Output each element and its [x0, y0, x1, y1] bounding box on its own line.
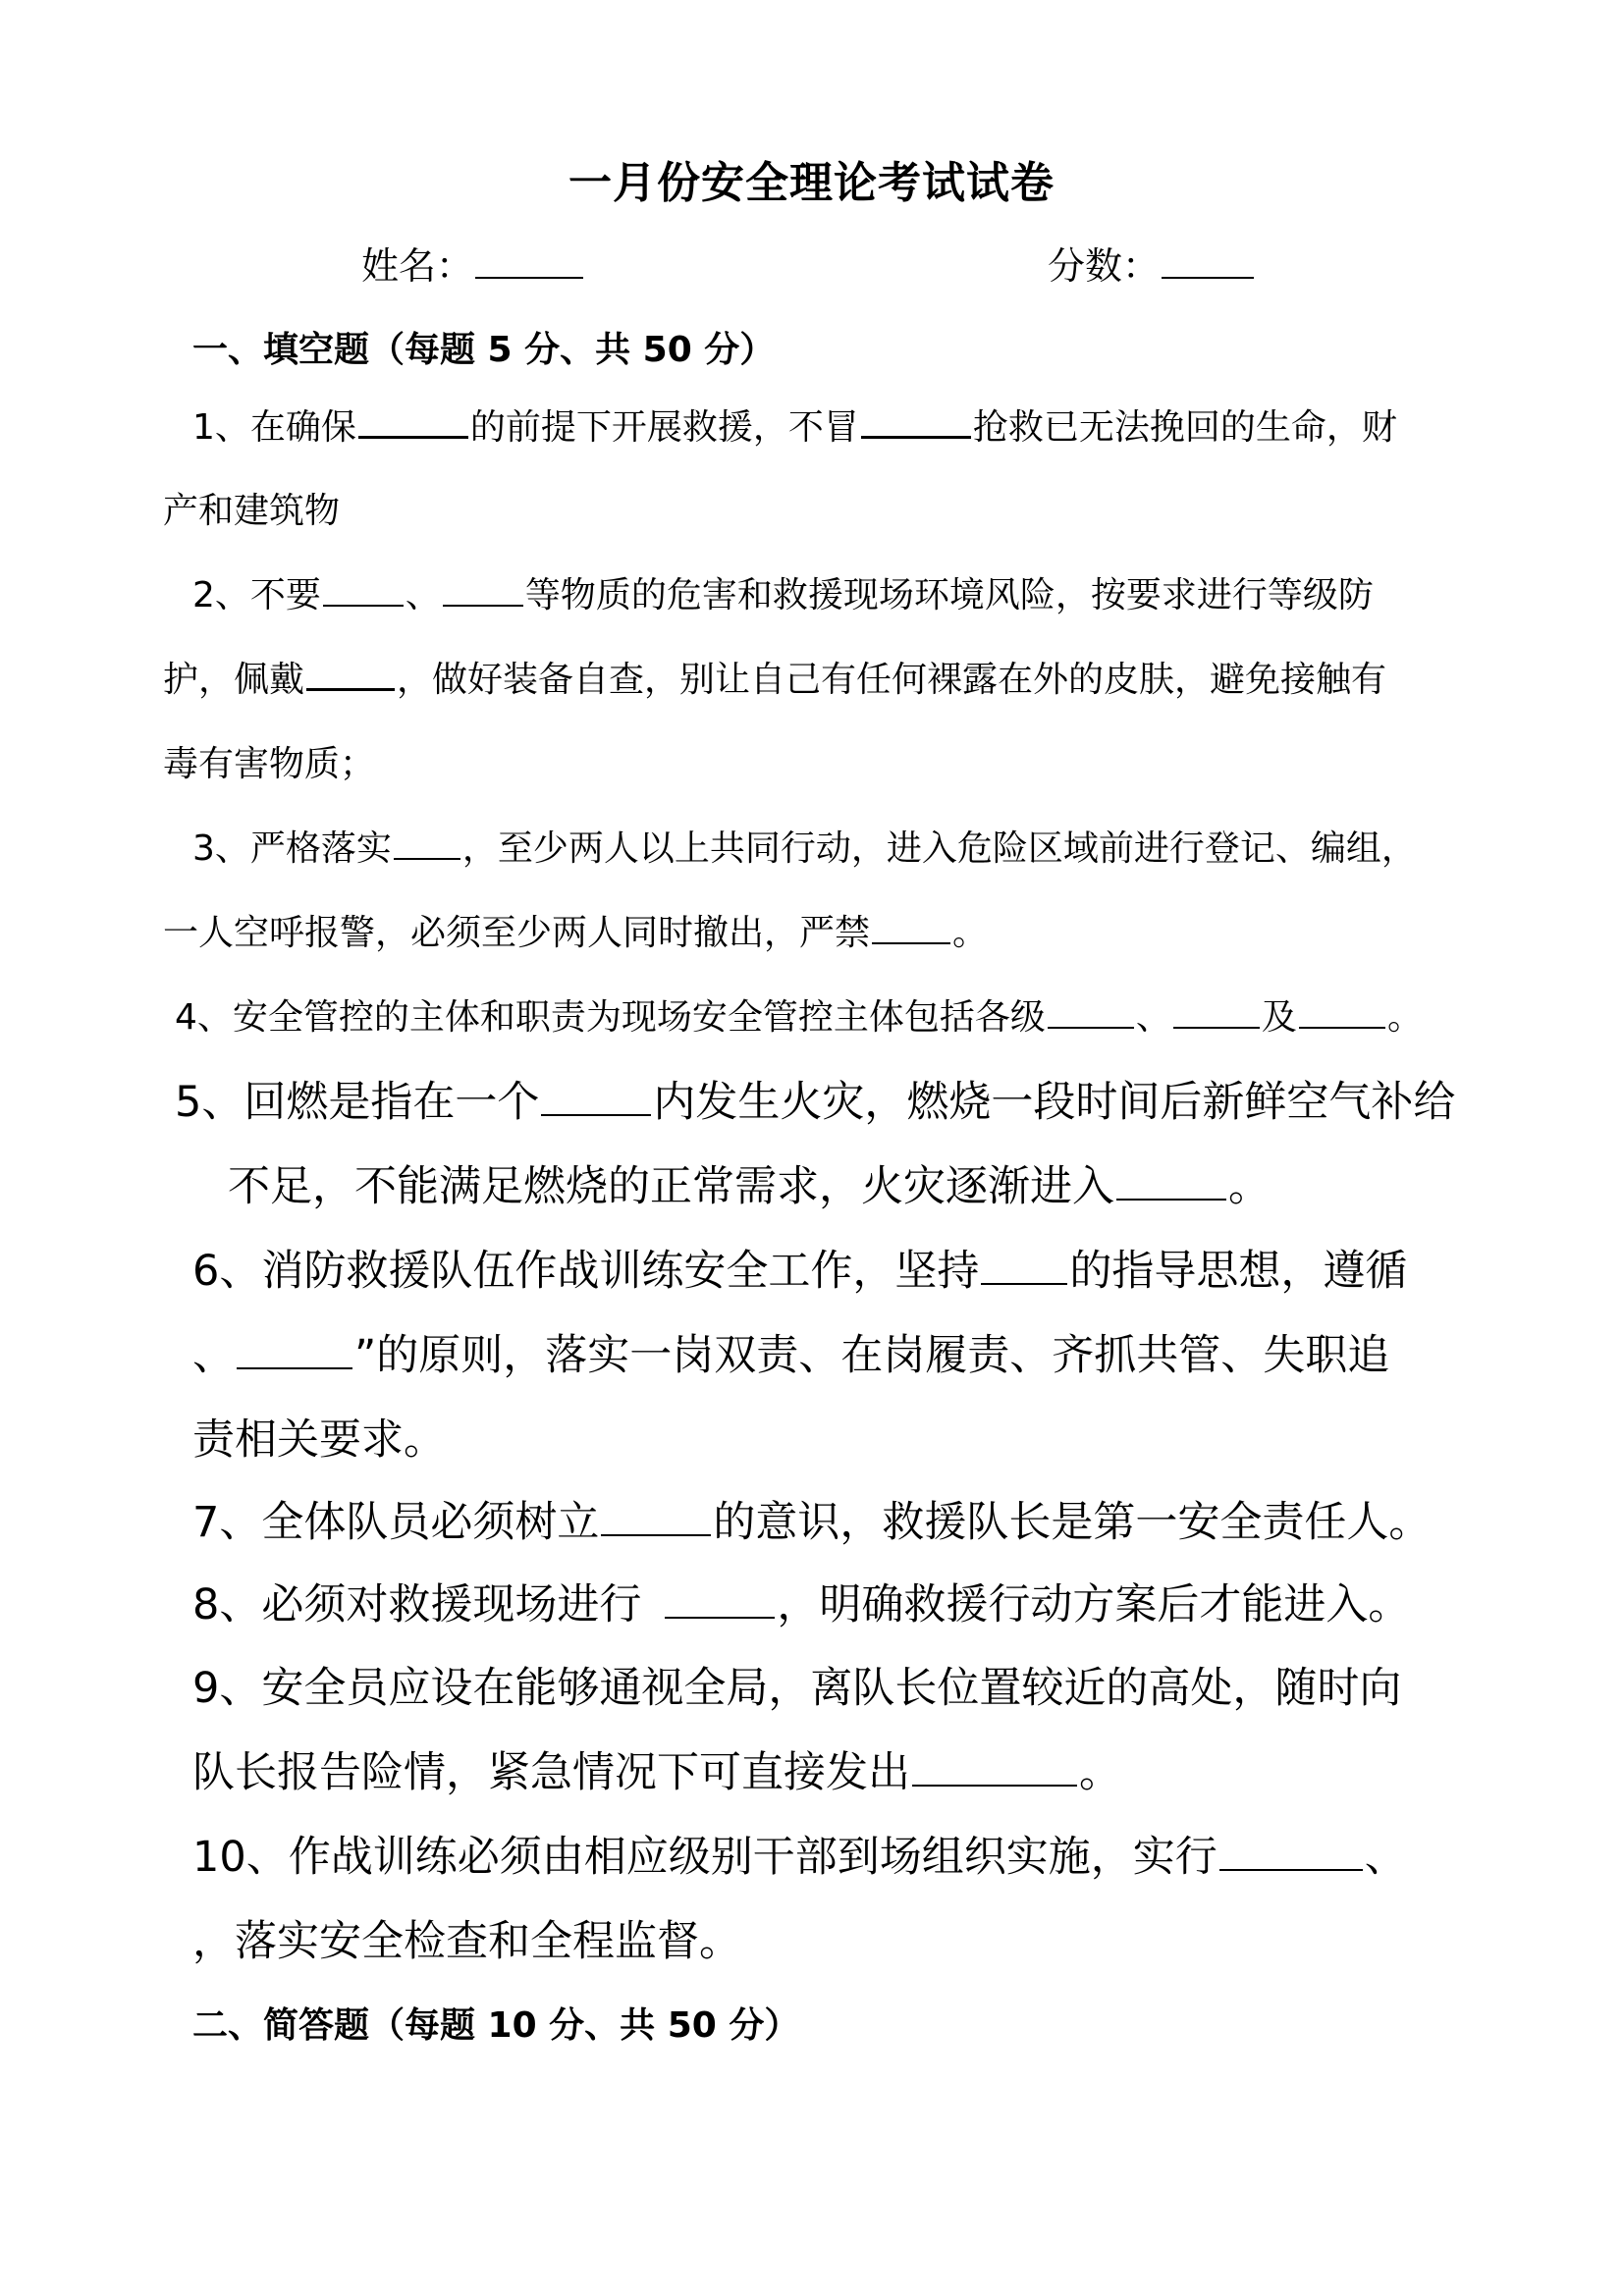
q2-blank-2[interactable]	[443, 571, 523, 607]
question-6-line-3: 责相关要求。	[192, 1415, 446, 1465]
question-3-line-1	[192, 807, 1417, 891]
q5-text-a: 5、回燃是指在一个	[175, 1078, 540, 1127]
q5-blank-2[interactable]	[1116, 1158, 1226, 1201]
score-field	[1048, 236, 1256, 290]
q2-blank-1[interactable]	[323, 571, 404, 607]
question-9-line-1: 9、安全员应设在能够通视全局，离队长位置较近的高处，随时向	[192, 1664, 1402, 1713]
q3-text-b: ，至少两人以上共同行动，进入危险区域前进行登记、编组，	[461, 828, 1417, 869]
q4-blank-3[interactable]	[1299, 993, 1385, 1029]
q4-text-a: 4、安全管控的主体和职责为现场安全管控主体包括各级	[175, 997, 1046, 1038]
q2-text-e: ，做好装备自查，别让自己有任何裸露在外的皮肤，避免接触有	[397, 660, 1387, 700]
q10-text-b: 、	[1364, 1833, 1407, 1882]
q1-text-b: 的前提下开展救援，不冒	[469, 407, 859, 448]
name-blank[interactable]	[475, 241, 583, 279]
question-2-line-3: 毒有害物质；	[163, 744, 376, 784]
q1-text-a: 1、在确保	[192, 407, 356, 448]
question-5-line-1	[175, 1060, 1455, 1145]
q1-blank-1[interactable]	[358, 402, 468, 439]
q9-text-b: 。	[1079, 1748, 1121, 1797]
q7-text-b: 的意识，救援队长是第一安全责任人。	[713, 1498, 1432, 1547]
page-title: 一月份安全理论考试试卷	[568, 158, 1055, 208]
question-10-line-2: ，落实安全检查和全程监督。	[192, 1917, 741, 1966]
q1-text-c: 抢救已无法挽回的生命，财	[972, 407, 1397, 448]
question-8	[192, 1563, 1410, 1647]
q10-blank-1[interactable]	[1219, 1829, 1363, 1871]
q2-blank-3[interactable]	[306, 655, 395, 691]
name-label: 姓名：	[361, 244, 474, 288]
q6-blank-2[interactable]	[237, 1327, 352, 1369]
question-6-line-2	[192, 1313, 1389, 1398]
q2-text-c: 等物质的危害和救援现场环境风险，按要求进行等级防	[524, 575, 1374, 615]
q6-text-a: 6、消防救援队伍作战训练安全工作，坚持	[192, 1247, 980, 1296]
q7-text-a: 7、全体队员必须树立	[192, 1498, 600, 1547]
q8-blank-1[interactable]	[665, 1576, 775, 1619]
q5-text-b: 内发生火灾，燃烧一段时间后新鲜空气补给	[653, 1078, 1456, 1127]
q3-blank-1[interactable]	[394, 825, 460, 860]
q4-text-d: 。	[1386, 997, 1423, 1038]
q4-blank-2[interactable]	[1173, 993, 1260, 1029]
section-short-answer-heading: 二、简答题（每题 10 分、共 50 分）	[192, 2005, 800, 2046]
q5-blank-1[interactable]	[541, 1074, 651, 1116]
name-field	[361, 236, 585, 290]
q3-blank-2[interactable]	[872, 909, 950, 944]
score-label: 分数：	[1048, 244, 1161, 288]
q4-text-c: 及	[1261, 997, 1297, 1038]
question-7	[192, 1480, 1431, 1565]
question-2-line-2	[163, 638, 1386, 722]
q10-text-a: 10、作战训练必须由相应级别干部到场组织实施，实行	[192, 1833, 1217, 1882]
q6-text-d: ”的原则，落实一岗双责、在岗履责、齐抓共管、失职追	[354, 1331, 1390, 1380]
q2-text-a: 2、不要	[192, 575, 321, 615]
q9-text-a: 队长报告险情，紧急情况下可直接发出	[192, 1748, 910, 1797]
q7-blank-1[interactable]	[601, 1494, 711, 1536]
question-2-line-1	[192, 554, 1374, 638]
question-10-line-1	[192, 1815, 1407, 1899]
question-1-line-2: 产和建筑物	[163, 491, 341, 531]
q2-text-b: 、	[405, 575, 441, 615]
question-9-line-2	[192, 1731, 1121, 1815]
q1-blank-2[interactable]	[861, 402, 971, 439]
question-3-line-2	[163, 891, 988, 976]
score-blank[interactable]	[1162, 241, 1254, 279]
q9-blank-1[interactable]	[912, 1744, 1077, 1787]
q4-blank-1[interactable]	[1048, 993, 1134, 1029]
q8-text-a: 8、必须对救援现场进行	[192, 1580, 642, 1629]
q6-blank-1[interactable]	[981, 1243, 1067, 1285]
q6-text-c: 、	[192, 1331, 235, 1380]
section-fill-in-heading: 一、填空题（每题 5 分、共 50 分）	[192, 330, 776, 370]
question-1-line-1	[192, 386, 1397, 470]
question-4	[175, 976, 1423, 1060]
q2-text-d: 护，佩戴	[163, 660, 305, 700]
q3-text-d: 。	[952, 913, 989, 953]
q6-text-b: 的指导思想，遵循	[1069, 1247, 1408, 1296]
q5-text-c: 不足，不能满足燃烧的正常需求，火灾逐渐进入	[228, 1162, 1114, 1211]
q3-text-c: 一人空呼报警，必须至少两人同时撤出，严禁	[163, 913, 871, 953]
q3-text-a: 3、严格落实	[192, 828, 392, 869]
q4-text-b: 、	[1135, 997, 1171, 1038]
q8-text-b: ，明确救援行动方案后才能进入。	[777, 1580, 1411, 1629]
q5-text-d: 。	[1228, 1162, 1271, 1211]
question-5-line-2	[228, 1145, 1271, 1229]
question-6-line-1	[192, 1229, 1407, 1313]
